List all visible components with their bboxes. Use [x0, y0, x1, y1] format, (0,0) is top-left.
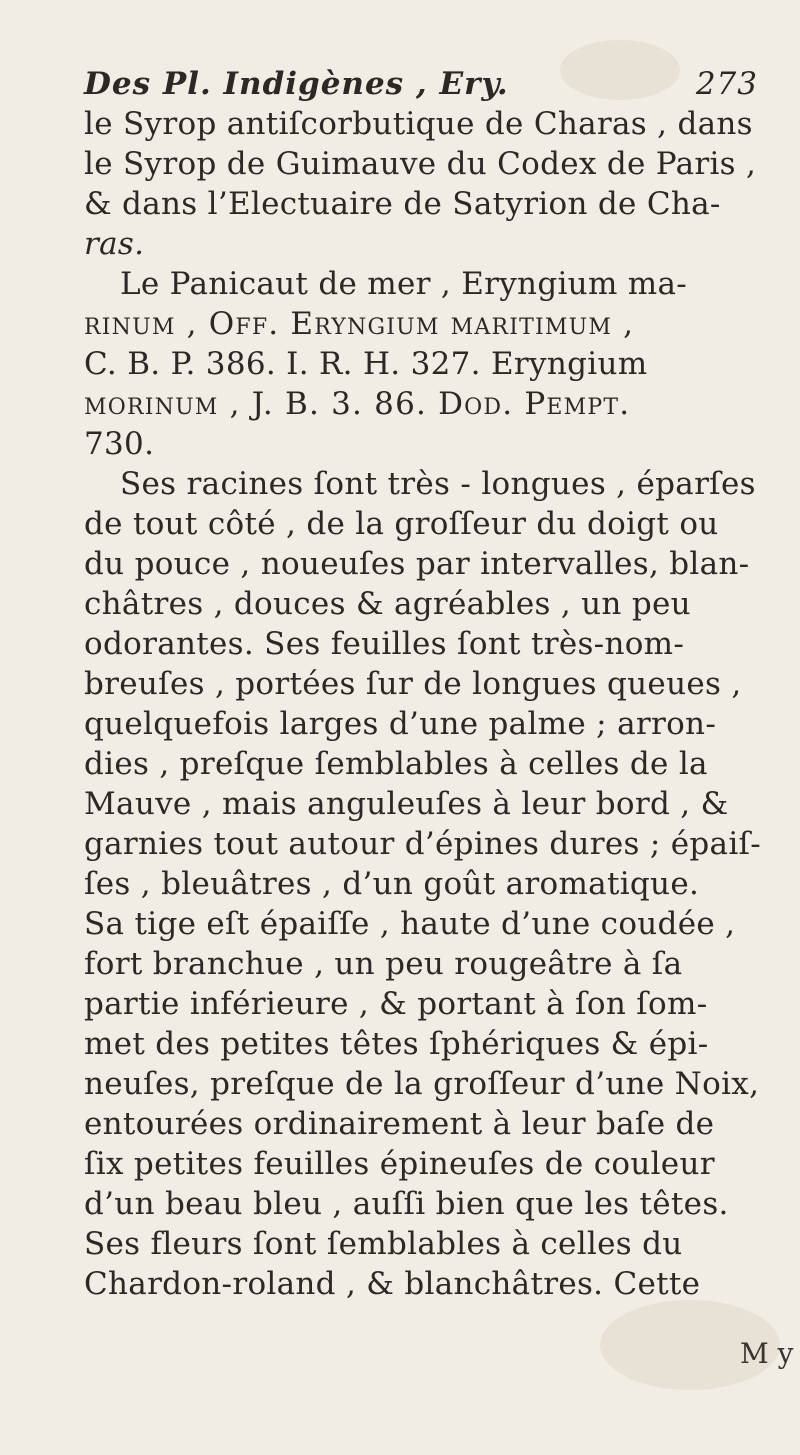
text-line: odorantes. Ses feuilles ſont très-nom-: [84, 626, 685, 662]
text-line: Le Panicaut de mer , Eryngium ma-: [120, 266, 688, 302]
text-line: Sa tige eſt épaiſſe , haute d’une coudée ,: [84, 906, 736, 942]
text-line: Chardon-roland , & blanchâtres. Cette: [84, 1266, 701, 1302]
text-line: le Syrop de Guimauve du Codex de Paris ,: [84, 146, 757, 182]
text-line: de tout côté , de la groſſeur du doigt ou: [84, 506, 719, 542]
text-line: & dans l’Electuaire de Satyrion de Cha-: [84, 186, 721, 222]
text-line: fort branchue , un peu rougeâtre à ſa: [84, 946, 683, 982]
text-line: garnies tout autour d’épines dures ; épaiſ-: [84, 826, 762, 862]
text-line: Ses fleurs ſont ſemblables à celles du: [84, 1226, 683, 1262]
text-line: breuſes , portées ſur de longues queues ,: [84, 666, 742, 702]
text-line: châtres , douces & agréables , un peu: [84, 586, 691, 622]
text-line: rinum , Off. Eryngium maritimum ,: [84, 306, 635, 342]
text-line: entourées ordinairement à leur baſe de: [84, 1106, 715, 1142]
text-line: morinum , J. B. 3. 86. Dod. Pempt.: [84, 386, 631, 422]
text-line: le Syrop antiſcorbutique de Charas , dans: [84, 106, 753, 142]
text-line: quelquefois larges d’une palme ; arron-: [84, 706, 717, 742]
text-line: 730.: [84, 426, 155, 462]
text-line: dies , preſque ſemblables à celles de la: [84, 746, 708, 782]
text-line: ras.: [84, 226, 145, 262]
text-line: partie inférieure , & portant à ſon ſom-: [84, 986, 708, 1022]
text-line: Mauve , mais anguleuſes à leur bord , &: [84, 786, 729, 822]
text-line: d’un beau bleu , auſſi bien que les têtes.: [84, 1186, 729, 1222]
text-line: ſes , bleuâtres , d’un goût aromatique.: [84, 866, 700, 902]
running-title: Des Pl. Indigènes , Ery.: [84, 66, 509, 102]
text-line: C. B. P. 386. I. R. H. 327. Eryngium: [84, 346, 648, 382]
text-line: Ses racines ſont très - longues , éparſes: [120, 466, 756, 502]
catchword: M y: [740, 1337, 794, 1370]
page-number: 273: [695, 66, 758, 102]
text-line: met des petites têtes ſphériques & épi-: [84, 1026, 709, 1062]
text-line: neuſes, preſque de la groſſeur d’une Noix,: [84, 1066, 760, 1102]
text-line: du pouce , noueuſes par intervalles, blan-: [84, 546, 750, 582]
text-line: ſix petites feuilles épineuſes de couleur: [84, 1146, 715, 1182]
